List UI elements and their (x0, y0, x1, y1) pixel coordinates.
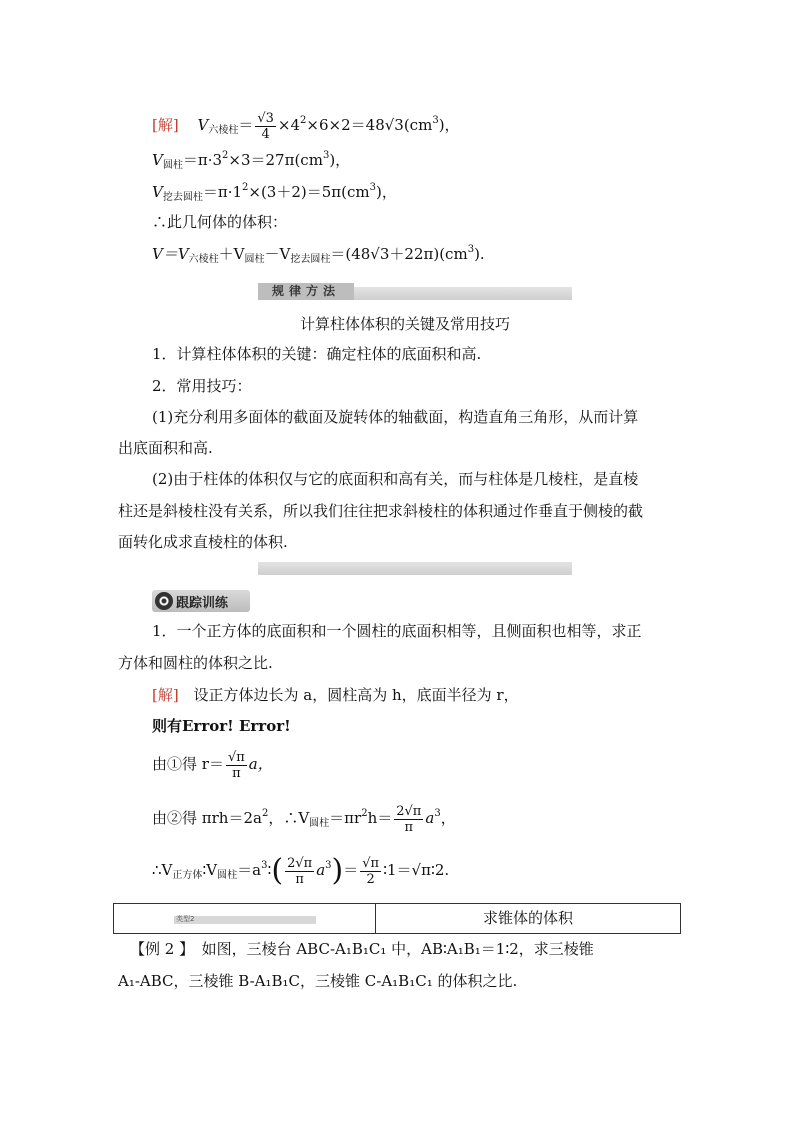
method-point4-c: 面转化成求直棱柱的体积. (118, 533, 288, 551)
question1-line1: 1．一个正方体的底面积和一个圆柱的底面积相等，且侧面积也相等，求正 (152, 622, 642, 640)
solution1-line5: $V=V_{六棱柱}+V_{圆柱}-V_{挖去圆柱}=(48√3+22\pi)(cm^3)$. (152, 244, 485, 265)
method-point4-b: 柱还是斜棱柱没有关系，所以我们往往把求斜棱柱的体积通过作垂直于侧棱的截 (118, 502, 644, 520)
solution1-line4: ∴此几何体的体积： (152, 213, 288, 231)
method-divider-bottom (258, 562, 572, 575)
fraction: $\frac{√\pi}{\pi}$ (227, 749, 245, 781)
method-banner: 规律方法 (258, 283, 354, 300)
error-line: 则有Error! Error! (152, 717, 291, 735)
fraction: $\frac{2√\pi}{\pi}$ (287, 855, 313, 887)
fraction: $\frac{√3}{4}$ (257, 110, 274, 142)
track-solution-line1: [解] 设正方体边长为 a，圆柱高为 h，底面半径为 r， (152, 686, 519, 704)
type-header-table (113, 903, 681, 934)
method-point4-a: (2)由于柱体的体积仅与它的底面积和高有关，而与柱体是几棱柱，是直棱 (152, 470, 639, 488)
fraction: $\frac{√\pi}{2}$ (362, 855, 380, 887)
solution1-line3: $V_{挖去圆柱}=\pi\cdot 1^2\times(3+2)=5\pi(cm^3)$， (152, 182, 397, 203)
type-title-cell: 求锥体的体积 (482, 909, 573, 927)
method-point1: 1．计算柱体体积的关键：确定柱体的底面积和高. (152, 345, 482, 363)
fraction: $\frac{2√\pi}{\pi}$ (396, 803, 422, 835)
volume-line: 由②得 $\pi rh=2a^2$，$\therefore V_{圆柱}=\pi r^2h=$ $\frac{2√\pi}{\pi}$ $a^3$， (152, 803, 456, 835)
example2-line1: 【例 2 】 如图，三棱台 ABC-A₁B₁C₁ 中，AB∶A₁B₁＝1∶2，求三棱锥 (130, 940, 594, 958)
solution-tag: [解] (152, 116, 179, 134)
method-title: 计算柱体体积的关键及常用技巧 (300, 315, 511, 333)
type-label-bar (174, 916, 316, 924)
question1-line2: 方体和圆柱的体积之比. (118, 654, 273, 672)
radius-line: 由①得 r＝ $\frac{√\pi}{\pi}$ a， (152, 749, 273, 781)
type-label-cell (114, 904, 376, 933)
solution-tag: [解] (152, 686, 179, 704)
method-point3-b: 出底面积和高. (118, 439, 213, 457)
solution1-line1: [解] $V_{六棱柱}=$ $\frac{√3}{4}$ $\times 4^2\times 6\times 2=48√3(cm^3)$， (152, 110, 460, 142)
track-training-badge: 跟踪训练 (152, 590, 250, 612)
method-point2: 2．常用技巧： (152, 377, 252, 395)
target-icon (155, 592, 173, 610)
ratio-line: $\therefore V_{正方体}∶V_{圆柱}=a^3∶$( $\frac{2√\pi}{\pi}$ $a^3)=$ $\frac{√\pi}{2}$ ∶1＝√π∶2. (152, 853, 450, 888)
example2-line2: A₁-ABC，三棱锥 B-A₁B₁C，三棱锥 C-A₁B₁C₁ 的体积之比. (118, 972, 518, 990)
method-point3-a: (1)充分利用多面体的截面及旋转体的轴截面，构造直角三角形，从而计算 (152, 408, 639, 426)
solution1-line2: $V_{圆柱}=\pi\cdot 3^2\times 3=27\pi(cm^3)$， (152, 150, 351, 171)
type-label: 类型2 (176, 915, 195, 923)
